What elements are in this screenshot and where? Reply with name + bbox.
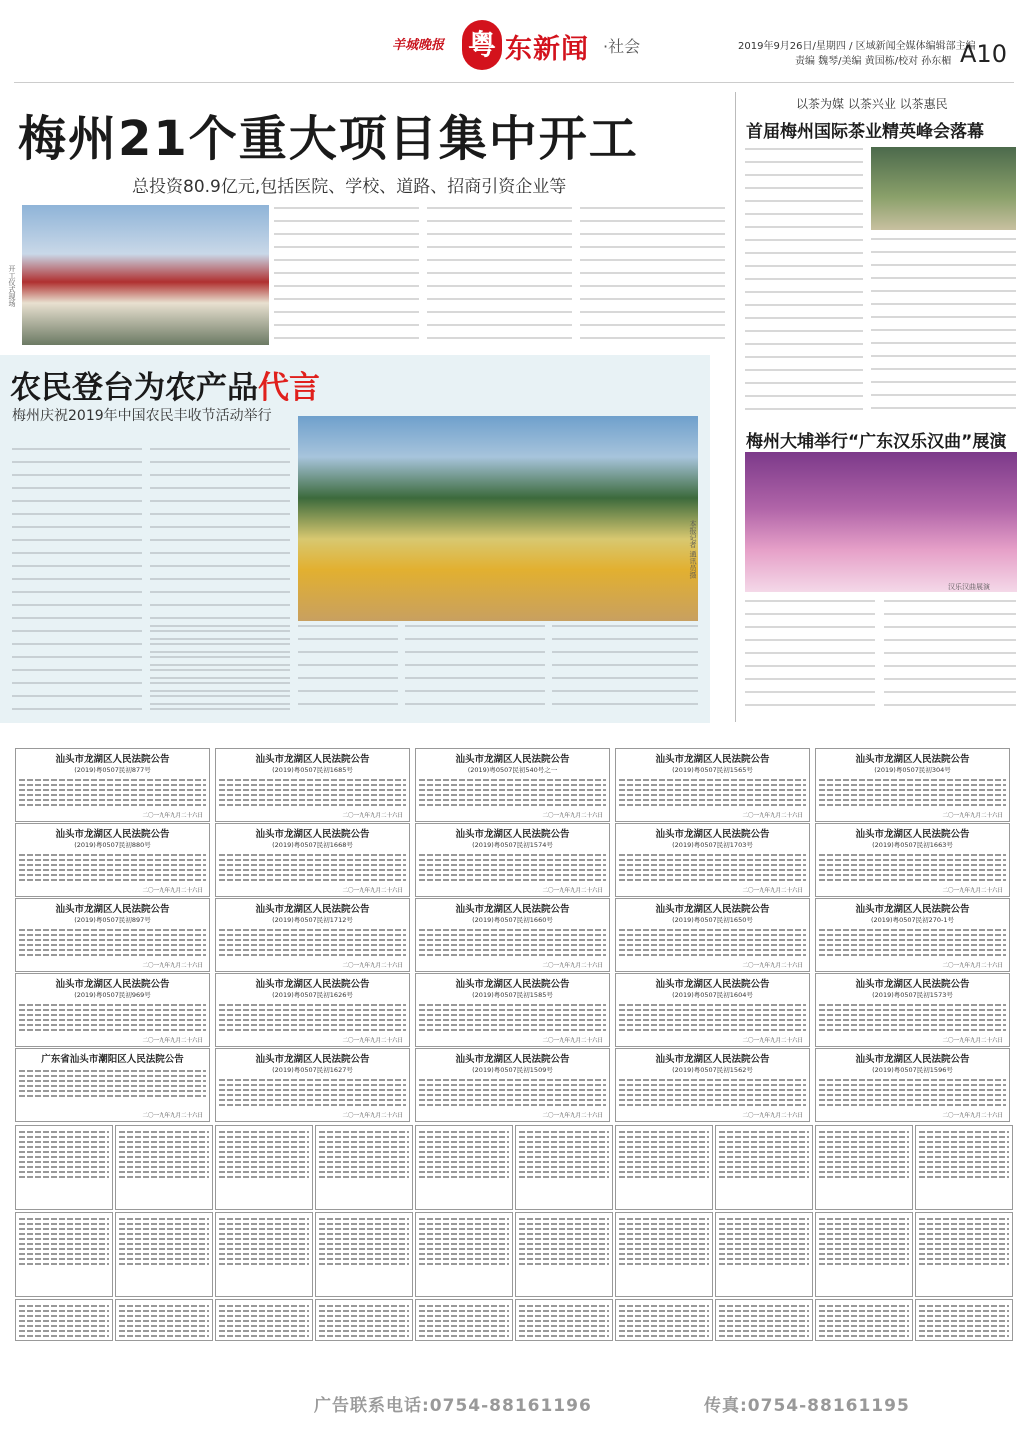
- case-number: (2019)粤0507民初1509号: [472, 1066, 553, 1074]
- court-notice: [615, 748, 810, 822]
- case-number: (2019)粤0507民初540号之一: [467, 766, 558, 774]
- notice-title: 汕头市龙湖区人民法院公告: [855, 979, 970, 990]
- harvest-festival-photo: [298, 416, 698, 621]
- story2-column-4: [405, 625, 545, 713]
- notice-title: 汕头市龙湖区人民法院公告: [255, 904, 370, 915]
- small-notice: [915, 1125, 1013, 1210]
- notice-title: 汕头市龙湖区人民法院公告: [255, 979, 370, 990]
- notice-body: [219, 1302, 309, 1338]
- story2-subtitle: 梅州庆祝2019年中国农民丰收节活动举行: [12, 408, 272, 424]
- fax-number: 传真:0754-88161195: [704, 1396, 910, 1416]
- notice-body: [519, 1128, 609, 1203]
- notice-date: 二〇一九年九月二十六日: [142, 1038, 203, 1044]
- case-number: (2019)粤0507民初1574号: [472, 841, 553, 849]
- court-notice: [15, 973, 210, 1047]
- notice-date: 二〇一九年九月二十六日: [542, 1038, 603, 1044]
- court-notice: [415, 898, 610, 972]
- paper-logo: 羊城晚报: [392, 38, 445, 53]
- ad-footer: [14, 1385, 1010, 1415]
- notice-title: 汕头市龙湖区人民法院公告: [855, 754, 970, 765]
- case-number: (2019)粤0507民初1626号: [272, 991, 353, 999]
- small-notice: [615, 1299, 713, 1341]
- case-number: (2019)粤0507民初1585号: [472, 991, 553, 999]
- notice-date: 二〇一九年九月二十六日: [142, 813, 203, 819]
- page-header: [0, 0, 1024, 78]
- case-number: (2019)粤0507民初1604号: [672, 991, 753, 999]
- court-notice: [215, 823, 410, 897]
- story1-column-2: [427, 207, 572, 347]
- subsection-name: ·社会: [603, 37, 641, 56]
- small-notice: [915, 1299, 1013, 1341]
- small-notice: [215, 1125, 313, 1210]
- notice-date: 二〇一九年九月二十六日: [942, 888, 1003, 894]
- notice-title: 汕头市龙湖区人民法院公告: [655, 979, 770, 990]
- small-notice: [615, 1212, 713, 1297]
- court-notice: [215, 748, 410, 822]
- notice-body: [819, 1302, 909, 1338]
- notice-title: 广东省汕头市潮阳区人民法院公告: [41, 1054, 184, 1065]
- story4-column-1: [745, 600, 875, 715]
- headline: 梅州21个重大项目集中开工: [18, 111, 639, 167]
- story2-column-3: [298, 625, 398, 713]
- case-number: (2019)粤0507民初1663号: [872, 841, 953, 849]
- story1-column-3: [580, 207, 725, 347]
- small-notice: [15, 1299, 113, 1341]
- tea-summit-photo: [871, 147, 1016, 230]
- notice-body: [19, 1302, 109, 1338]
- case-number: (2019)粤0507民初969号: [74, 991, 151, 999]
- ad-phone: 广告联系电话:0754-88161196: [314, 1396, 592, 1416]
- case-number: (2019)粤0507民初1596号: [872, 1066, 953, 1074]
- notice-body: [719, 1302, 809, 1338]
- notice-title: 汕头市龙湖区人民法院公告: [255, 829, 370, 840]
- photo-caption: 开工仪式现场: [8, 265, 16, 307]
- case-number: (2019)粤0507民初270-1号: [870, 916, 955, 924]
- case-number: (2019)粤0507民初880号: [74, 841, 151, 849]
- court-notice: [615, 973, 810, 1047]
- small-notice: [15, 1125, 113, 1210]
- small-notice: [615, 1125, 713, 1210]
- case-number: (2019)粤0507民初1627号: [272, 1066, 353, 1074]
- case-number: (2019)粤0507民初1565号: [672, 766, 753, 774]
- court-notice: [15, 898, 210, 972]
- court-notice: [415, 748, 610, 822]
- court-notice: [15, 1048, 210, 1122]
- notice-date: 二〇一九年九月二十六日: [542, 1113, 603, 1119]
- notice-body: [119, 1215, 209, 1290]
- case-number: (2019)粤0507民初877号: [74, 766, 151, 774]
- notice-body: [719, 1128, 809, 1203]
- small-notice: [315, 1299, 413, 1341]
- notice-title: 汕头市龙湖区人民法院公告: [455, 829, 570, 840]
- small-notice: [115, 1212, 213, 1297]
- notice-body: [119, 1302, 209, 1338]
- notice-body: [219, 1128, 309, 1203]
- small-notice: [915, 1212, 1013, 1297]
- notice-date: 二〇一九年九月二十六日: [342, 963, 403, 969]
- court-notice: [815, 748, 1010, 822]
- small-notice: [315, 1125, 413, 1210]
- notice-body: [819, 1215, 909, 1290]
- small-notice: [315, 1212, 413, 1297]
- court-notice: [415, 823, 610, 897]
- notice-body: [319, 1302, 409, 1338]
- notice-title: 汕头市龙湖区人民法院公告: [255, 1054, 370, 1065]
- notice-title: 汕头市龙湖区人民法院公告: [455, 754, 570, 765]
- small-notice: [815, 1125, 913, 1210]
- notice-date: 二〇一九年九月二十六日: [742, 1113, 803, 1119]
- notice-title: 汕头市龙湖区人民法院公告: [855, 1054, 970, 1065]
- notice-body: [619, 1128, 709, 1203]
- story3-column-2: [871, 238, 1016, 416]
- sub-headline: 总投资80.9亿元,包括医院、学校、道路、招商引资企业等: [132, 177, 567, 197]
- small-notice: [715, 1299, 813, 1341]
- notice-title: 汕头市龙湖区人民法院公告: [855, 904, 970, 915]
- notice-title: 汕头市龙湖区人民法院公告: [655, 829, 770, 840]
- story3-kicker: 以茶为媒 以茶兴业 以茶惠民: [796, 97, 948, 111]
- notice-date: 二〇一九年九月二十六日: [742, 963, 803, 969]
- notice-date: 二〇一九年九月二十六日: [142, 963, 203, 969]
- court-notice: [615, 898, 810, 972]
- small-notice: [415, 1299, 513, 1341]
- small-notice: [715, 1125, 813, 1210]
- notice-date: 二〇一九年九月二十六日: [142, 1113, 203, 1119]
- notice-date: 二〇一九年九月二十六日: [542, 963, 603, 969]
- notice-date: 二〇一九年九月二十六日: [342, 888, 403, 894]
- notice-body: [19, 1215, 109, 1290]
- case-number: (2019)粤0507民初1668号: [272, 841, 353, 849]
- notice-title: 汕头市龙湖区人民法院公告: [55, 829, 170, 840]
- case-number: (2019)粤0507民初1703号: [672, 841, 753, 849]
- notice-body: [319, 1215, 409, 1290]
- notice-body: [519, 1215, 609, 1290]
- section-name: 东新闻: [505, 34, 589, 65]
- notice-body: [819, 1128, 909, 1203]
- header-divider: [14, 82, 1014, 83]
- small-notice: [815, 1299, 913, 1341]
- notice-body: [619, 1215, 709, 1290]
- court-notice: [215, 1048, 410, 1122]
- notice-body: [919, 1128, 1009, 1203]
- notice-body: [119, 1128, 209, 1203]
- case-number: (2019)粤0507民初1562号: [672, 1066, 753, 1074]
- notice-title: 汕头市龙湖区人民法院公告: [55, 979, 170, 990]
- notice-date: 二〇一九年九月二十六日: [342, 1038, 403, 1044]
- court-notice: [15, 823, 210, 897]
- notice-date: 二〇一九年九月二十六日: [342, 813, 403, 819]
- date-line: 2019年9月26日/星期四 / 区域新闻全媒体编辑部主编: [738, 41, 976, 52]
- court-notice: [615, 1048, 810, 1122]
- small-notice: [215, 1212, 313, 1297]
- case-number: (2019)粤0507民初1685号: [272, 766, 353, 774]
- court-notice: [815, 823, 1010, 897]
- notice-body: [419, 1128, 509, 1203]
- notice-title: 汕头市龙湖区人民法院公告: [655, 904, 770, 915]
- court-notice: [15, 748, 210, 822]
- case-number: (2019)粤0507民初1573号: [872, 991, 953, 999]
- notice-date: 二〇一九年九月二十六日: [742, 888, 803, 894]
- story3-title: 首届梅州国际茶业精英峰会落幕: [746, 122, 984, 142]
- story1-column-1: [274, 207, 419, 347]
- story2-title-text: 农民登台为农产品: [10, 370, 258, 406]
- notice-body: [419, 1302, 509, 1338]
- notice-date: 二〇一九年九月二十六日: [742, 813, 803, 819]
- notice-date: 二〇一九年九月二十六日: [542, 888, 603, 894]
- small-notice: [815, 1212, 913, 1297]
- court-notice: [415, 1048, 610, 1122]
- region-badge: 粤: [462, 20, 502, 70]
- notice-body: [619, 1302, 709, 1338]
- notice-date: 二〇一九年九月二十六日: [942, 963, 1003, 969]
- case-number: (2019)粤0507民初1660号: [472, 916, 553, 924]
- photo-caption: 汉乐汉曲展演: [948, 583, 990, 591]
- court-notice: [815, 1048, 1010, 1122]
- notice-body: [519, 1302, 609, 1338]
- court-notice: [215, 898, 410, 972]
- photo-caption: 本报记者 通讯员摄: [689, 520, 697, 579]
- notice-date: 二〇一九年九月二十六日: [342, 1113, 403, 1119]
- groundbreaking-photo: [22, 205, 269, 345]
- small-notice: [415, 1125, 513, 1210]
- notice-title: 汕头市龙湖区人民法院公告: [255, 754, 370, 765]
- case-number: (2019)粤0507民初1650号: [672, 916, 753, 924]
- notice-body: [219, 1215, 309, 1290]
- notice-body: [919, 1302, 1009, 1338]
- story2-title-highlight: 代言: [258, 370, 320, 406]
- court-notice: [215, 973, 410, 1047]
- small-notice: [415, 1212, 513, 1297]
- small-notice: [115, 1125, 213, 1210]
- notice-date: 二〇一九年九月二十六日: [142, 888, 203, 894]
- case-number: (2019)粤0507民初897号: [74, 916, 151, 924]
- notice-title: 汕头市龙湖区人民法院公告: [455, 979, 570, 990]
- notice-title: 汕头市龙湖区人民法院公告: [455, 904, 570, 915]
- story3-column-1: [745, 148, 863, 416]
- case-number: (2019)粤0507民初1712号: [272, 916, 353, 924]
- story4-column-2: [884, 600, 1016, 715]
- notice-date: 二〇一九年九月二十六日: [742, 1038, 803, 1044]
- notice-title: 汕头市龙湖区人民法院公告: [55, 754, 170, 765]
- notice-body: [319, 1128, 409, 1203]
- story2-column-5: [552, 625, 698, 713]
- notice-body: [719, 1215, 809, 1290]
- story4-title: 梅州大埔举行“广东汉乐汉曲”展演: [746, 432, 1007, 452]
- small-notice: [15, 1212, 113, 1297]
- case-number: (2019)粤0507民初304号: [874, 766, 951, 774]
- notice-date: 二〇一九年九月二十六日: [942, 1038, 1003, 1044]
- notice-title: 汕头市龙湖区人民法院公告: [855, 829, 970, 840]
- notice-title: 汕头市龙湖区人民法院公告: [455, 1054, 570, 1065]
- han-music-photo: [745, 452, 1017, 592]
- small-notice: [515, 1125, 613, 1210]
- notice-body: [19, 1067, 206, 1117]
- notice-body: [919, 1215, 1009, 1290]
- small-notice: [515, 1299, 613, 1341]
- story2-column-1: [12, 448, 142, 713]
- notice-date: 二〇一九年九月二十六日: [942, 1113, 1003, 1119]
- notice-title: 汕头市龙湖区人民法院公告: [55, 904, 170, 915]
- court-notice: [815, 973, 1010, 1047]
- column-divider: [735, 92, 736, 722]
- page-number: A10: [960, 40, 1007, 68]
- small-notice: [215, 1299, 313, 1341]
- court-notice: [415, 973, 610, 1047]
- story2-column-2b: [150, 625, 290, 713]
- small-notice: [515, 1212, 613, 1297]
- notice-body: [419, 1215, 509, 1290]
- notice-title: 汕头市龙湖区人民法院公告: [655, 754, 770, 765]
- court-notice: [615, 823, 810, 897]
- story2-title: [10, 362, 320, 407]
- small-notice: [715, 1212, 813, 1297]
- notice-title: 汕头市龙湖区人民法院公告: [655, 1054, 770, 1065]
- notice-date: 二〇一九年九月二十六日: [942, 813, 1003, 819]
- notice-body: [19, 1128, 109, 1203]
- staff-line: 责编 魏琴/美编 黄国栋/校对 孙东楣: [795, 56, 952, 67]
- court-notice: [815, 898, 1010, 972]
- notice-date: 二〇一九年九月二十六日: [542, 813, 603, 819]
- small-notice: [115, 1299, 213, 1341]
